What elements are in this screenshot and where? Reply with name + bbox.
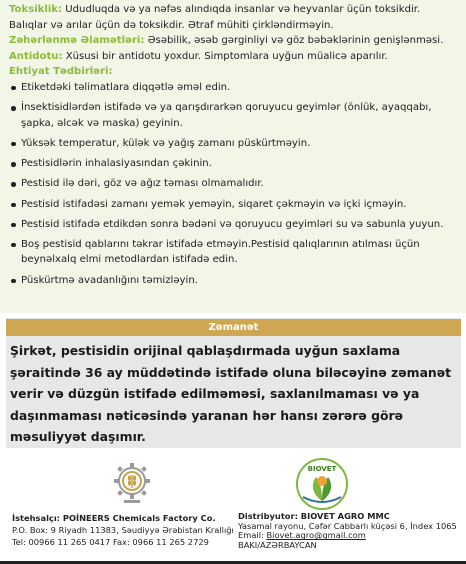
antidote-label: Antidotu: [9,50,63,62]
biovet-logo-text: BIOVET [307,465,337,473]
toxicity-line [9,2,461,18]
list-item: Püskürtmə avadanlığını təmizləyin. [9,273,461,289]
precautions-list [9,80,461,288]
biovet-logo-icon [293,457,351,515]
toxicity-line-2: Balıqlar və arılar üçün də toksikdir. Ətraf mühiti çirkləndirməyin. [9,19,334,31]
manufacturer-address: P.O. Box: 9 Riyadh 11383, Səudiyyə Ərəbistan Krallığı [12,525,234,535]
symptoms-label: Zəhərlənmə Əlamətləri: [9,35,145,47]
manufacturer-info [12,512,234,548]
distributor-city: BAKI/AZƏRBAYCAN [238,540,317,551]
list-item: İnsektisidlərdən istifadə və ya qarışdırarkən qoruyucu geyimlər (önlük, ayaqqabı, şapka, əlcək və maska) geyinin. [9,100,461,131]
safety-content [9,2,461,293]
list-item: Pestisid istifadə etdikdən sonra bədəni və qoruyucu geyimləri su və sabunla yuyun. [9,217,461,233]
manufacturer-name: İstehsalçı: POİNEERS Chemicals Factory Co. [12,513,216,523]
precautions-heading: Ehtiyat Tədbirləri: [9,66,113,78]
guarantee-title: Zəmanət [6,319,461,336]
list-item: Pestisidlərin inhalasiyasından çəkinin. [9,156,461,172]
distributor-address: Yasamal rayonu, Cəfər Cabbarlı küçəsi 6, İndex 1065 [238,520,457,531]
antidote-line [9,49,461,65]
antidote-text: Xüsusi bir antidotu yoxdur. Simptomlara uyğun müalicə aparılır. [62,50,388,62]
list-item: Etiketdəki təlimatlara diqqətlə əməl edin. [9,80,461,96]
list-item: Pestisid ilə dəri, göz və ağız təması olmamalıdır. [9,176,461,192]
symptoms-text: Əsəbilik, əsəb gərginliyi və göz bəbəklərinin genişlənməsi. [144,35,444,47]
distributor-email-link[interactable]: Biovet.agro@gmail.com [266,530,366,541]
distributor-name: Distribyutor: BIOVET AGRO MMC [238,511,390,521]
list-item: Yüksək temperatur, külək və yağış zamanı püskürtməyin. [9,136,461,152]
list-item: Boş pestisid qablarını təkrar istifadə etməyin.Pestisid qalıqlarının atılması üçün beynəlxalq elmi metodlardan istifadə edin. [9,237,461,268]
list-item: Pestisid istifadəsi zamanı yemək yeməyin, siqaret çəkməyin və içki içməyin. [9,197,461,213]
toxicity-label: Toksiklik: [9,4,63,15]
manufacturer-phone: Tel: 00966 11 265 0417 Fax: 0966 11 265 2729 [12,537,209,547]
guarantee-text: Şirkət, pestisidin orijinal qablaşdırmada uyğun saxlama şəraitində 36 ay müddətində istifadə oluna biləcəyinə zəmanət verir və düzgün istifadə edilməməsi, saxlanılmaması və ya daşınmaması nəticəsində yaranan hər hansı zərərə görə məsuliyyət daşımır. [10,343,452,444]
distributor-info [238,512,457,551]
toxicity-text: Ududluqda və ya nəfəs alındıqda insanlar və heyvanlar üçün toksikdir. [62,4,421,15]
symptoms-line [9,33,461,49]
distributor-email-label: Email: [238,530,267,541]
manufacturer-logo-icon [112,461,152,509]
